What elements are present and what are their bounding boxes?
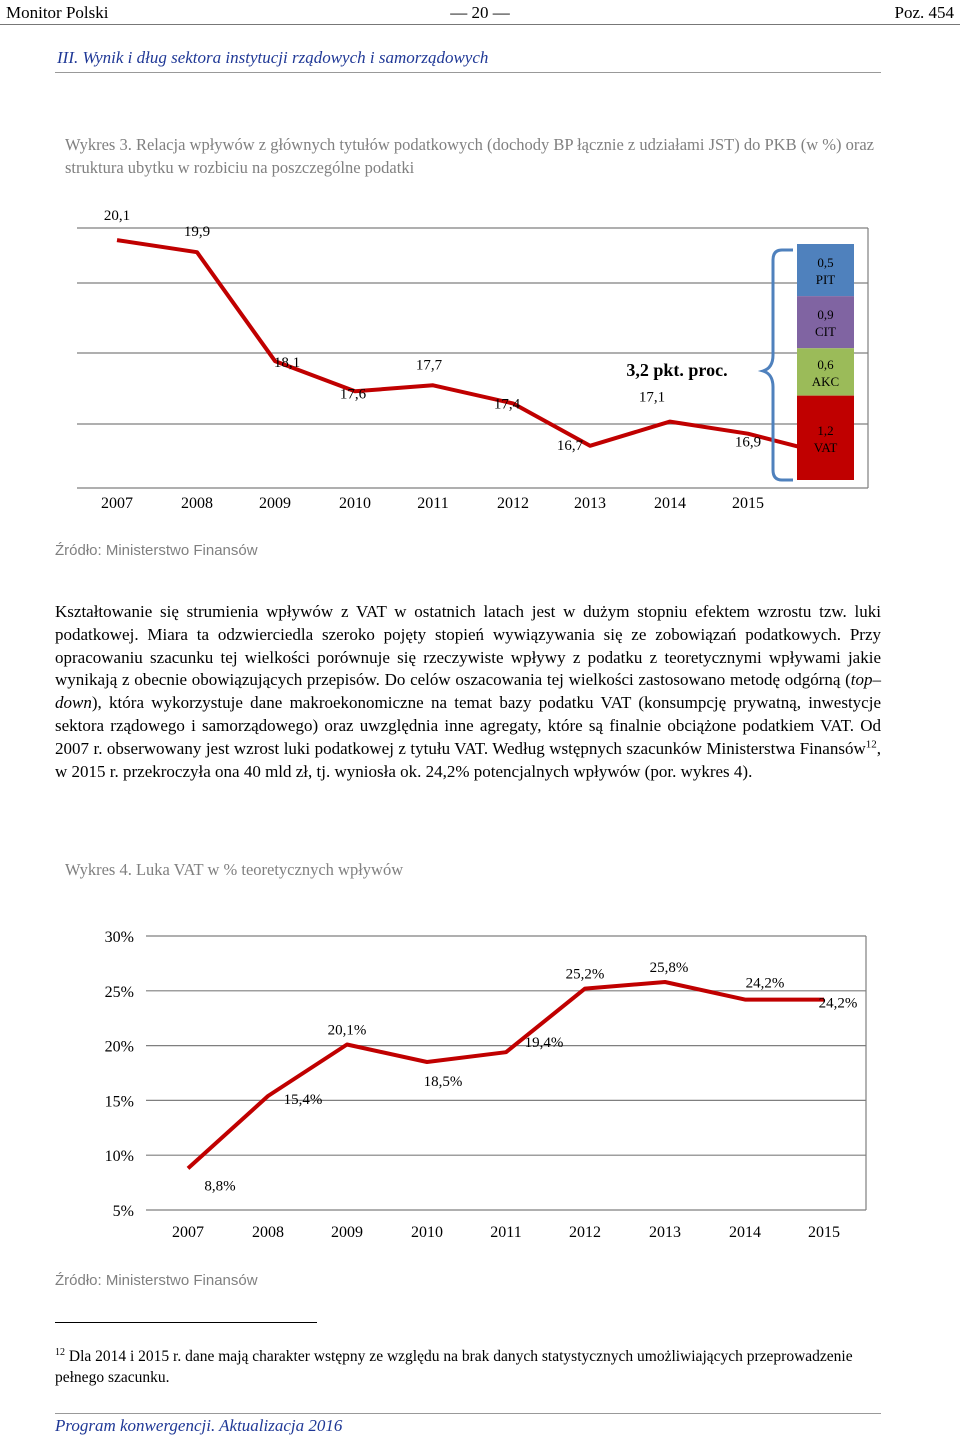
x-tick-label: 2009 (331, 1224, 363, 1241)
y-tick-label: 25% (104, 983, 134, 1001)
x-tick-label: 2011 (490, 1224, 522, 1241)
header-page-number: — 20 — (450, 3, 510, 22)
x-tick-label: 2011 (417, 495, 449, 512)
data-label: 19,9 (183, 224, 211, 241)
data-label: 25,8% (649, 960, 689, 977)
footnote (55, 1346, 881, 1388)
x-tick-label: 2008 (181, 495, 213, 512)
body-text-part3: , w 2015 r. przekroczyła ona 40 mld zł, tj. wyniosła ok. 24,2% potencjalnych wpływów (por. wykres 4). (55, 738, 881, 781)
chart1-caption: Wykres 3. Relacja wpływów z głównych tytułów podatkowych (dochody BP łącznie z udziałami JST) do PKB (w %) oraz struktura ubytku w rozbiciu na poszczególne podatki (65, 135, 874, 177)
x-tick-label: 2009 (259, 495, 291, 512)
x-tick-label: 2010 (411, 1224, 443, 1241)
data-label: 17,6 (339, 386, 367, 403)
page-footer: Program konwergencji. Aktualizacja 2016 (55, 1416, 343, 1435)
x-tick-label: 2015 (732, 495, 764, 512)
y-tick-label: 10% (104, 1148, 134, 1166)
breakdown-value-label: 0,6 (817, 356, 834, 372)
x-tick-label: 2014 (654, 495, 686, 512)
data-label: 24,2% (745, 975, 785, 992)
data-label: 17,1 (638, 389, 666, 406)
x-tick-label: 2010 (339, 495, 371, 512)
footnote-number: 12 (55, 1346, 65, 1358)
annotation-label: 3,2 pkt. proc. (626, 360, 728, 380)
breakdown-value-label: 0,5 (817, 255, 834, 271)
x-tick-label: 2015 (808, 1224, 840, 1241)
y-tick-label: 15% (104, 1093, 134, 1111)
section-title: III. Wynik i dług sektora instytucji rządowych i samorządowych (57, 48, 489, 67)
y-tick-label: 20% (104, 1038, 134, 1056)
data-label: 20,1% (327, 1022, 367, 1039)
breakdown-name-label: VAT (813, 439, 838, 455)
data-label: 8,8% (204, 1178, 236, 1195)
body-text-part1: Kształtowanie się strumienia wpływów z VAT w ostatnich latach jest w dużym stopniu efektem wzrostu tzw. luki podatkowej. Miara ta odzwierciedla szeroko pojęty stopień wywiązywania się ze zobowiązań podatkowych. Przy opracowaniu szacunku tej wielkości porównuje się rzeczywiste wpływy z podatku z teoretycznymi wpływami jakie wynikają z obecnie obowiązujących przepisów. Do celów oszacowania tej wielkości zastosowano metodę odgórną ( (55, 602, 881, 690)
x-tick-label: 2012 (569, 1224, 601, 1241)
data-label: 16,9 (734, 434, 762, 451)
y-tick-label: 5% (112, 1203, 134, 1220)
data-label: 25,2% (565, 966, 605, 983)
x-tick-label: 2014 (729, 1224, 761, 1241)
y-tick-label: 30% (104, 929, 134, 946)
data-label: 20,1 (103, 208, 131, 225)
body-text-part2: ), która wykorzystuje dane makroekonomiczne na temat bazy podatku VAT (konsumpcję prywatną, inwestycje sektora rządowego i samorządowego) oraz uwzględnia inne agregaty, które są finalnie obciążone podatkiem VAT. Od 2007 r. obserwowany jest wzrost luki podatkowej z tytułu VAT. Według wstępnych szacunków Ministerstwa Finansów (55, 693, 881, 758)
breakdown-value-label: 1,2 (817, 422, 834, 438)
x-tick-label: 2012 (497, 495, 529, 512)
chart2-source: Źródło: Ministerstwo Finansów (55, 1272, 258, 1289)
x-tick-label: 2007 (101, 495, 133, 512)
footer-rule (55, 1413, 881, 1414)
data-label: 17,4 (493, 396, 521, 413)
breakdown-name-label: PIT (815, 272, 836, 288)
body-text-italic: top–down (55, 670, 881, 713)
x-tick-label: 2007 (172, 1224, 204, 1241)
chart2-caption: Wykres 4. Luka VAT w % teoretycznych wpływów (65, 860, 404, 879)
data-label: 17,7 (415, 357, 443, 374)
footnote-rule (55, 1322, 317, 1323)
x-tick-label: 2013 (574, 495, 606, 512)
header-journal: Monitor Polski (6, 3, 109, 22)
chart1-source: Źródło: Ministerstwo Finansów (55, 542, 258, 559)
data-label: 15,4% (283, 1092, 323, 1109)
footnote-text: Dla 2014 i 2015 r. dane mają charakter wstępny ze względu na brak danych statystycznych umożliwiających przeprowadzenie pełnego szacunku. (55, 1348, 853, 1386)
data-label: 18,5% (423, 1074, 463, 1091)
breakdown-value-label: 0,9 (817, 307, 834, 323)
data-label: 16,7 (556, 437, 584, 454)
header-position: Poz. 454 (894, 3, 954, 22)
breakdown-name-label: CIT (815, 324, 836, 340)
data-label: 18,1 (273, 355, 301, 372)
footnote-reference[interactable]: 12 (865, 738, 877, 751)
data-label: 24,2% (818, 995, 858, 1012)
series-line (188, 982, 824, 1168)
x-tick-label: 2008 (252, 1224, 284, 1241)
breakdown-name-label: AKC (811, 373, 840, 389)
x-tick-label: 2013 (649, 1224, 681, 1241)
data-label: 19,4% (524, 1035, 564, 1052)
